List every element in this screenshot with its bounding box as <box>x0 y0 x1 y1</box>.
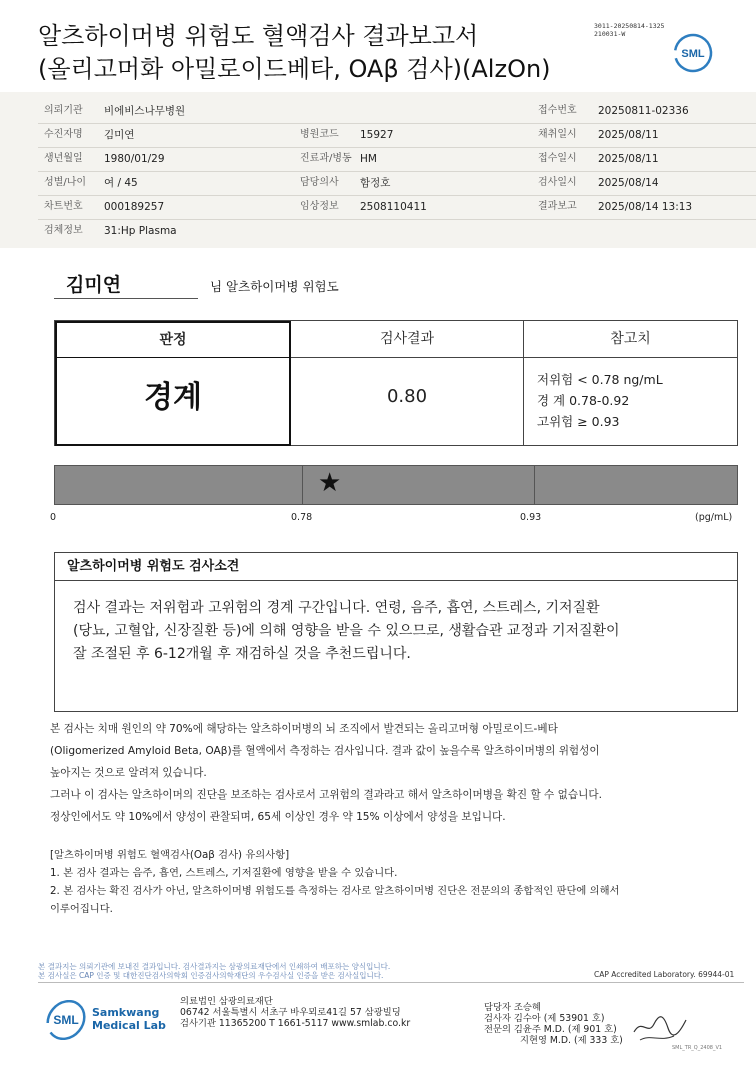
hospital-code-label: 병원코드 <box>300 129 339 140</box>
reference-border: 경 계 0.78-0.92 <box>537 393 630 408</box>
opinion-box <box>54 552 738 712</box>
result-marker-icon: ★ <box>318 468 342 498</box>
risk-scale-bar <box>54 465 738 505</box>
receipt-no-value: 20250811-02336 <box>598 105 689 117</box>
staff-line: 전문의 김윤주 M.D. (제 901 호) <box>484 1024 617 1035</box>
reference-high: 고위험 ≥ 0.93 <box>537 414 620 429</box>
receipt-no-label: 접수번호 <box>538 105 577 116</box>
company-name-line2: Medical Lab <box>92 1019 166 1032</box>
scale-divider-high <box>534 466 535 504</box>
result-table <box>54 320 738 446</box>
precaution-item-continued: 이루어집니다. <box>50 903 113 915</box>
patient-name-underline <box>54 298 198 299</box>
received-label: 접수일시 <box>538 153 577 164</box>
report-title-line2: (올리고머화 아밀로이드베타, OAβ 검사)(AlzOn) <box>38 55 551 83</box>
address-line: 검사기관 11365200 T 1661-5117 www.smlab.co.kr <box>180 1018 411 1029</box>
doctor-label: 담당의사 <box>300 177 339 188</box>
company-name <box>92 1006 166 1032</box>
clinical-label: 임상정보 <box>300 201 339 212</box>
institution-label: 의뢰기관 <box>44 105 83 116</box>
form-code: SML_TR_Q_2408_V1 <box>672 1045 723 1051</box>
info-row-1 <box>38 99 756 123</box>
tested-value: 2025/08/14 <box>598 177 659 189</box>
staff-line: 지현영 M.D. (제 333 호) <box>520 1035 623 1046</box>
precautions-title: [알츠하이머병 위험도 혈액검사(Oaβ 검사) 유의사항] <box>50 849 290 861</box>
sex-age-label: 성별/나이 <box>44 177 87 188</box>
specimen-value: 31:Hp Plasma <box>104 225 177 237</box>
dob-label: 생년월일 <box>44 153 83 164</box>
precaution-item: 2. 본 검사는 확진 검사가 아닌, 알츠하이머병 위험도를 측정하는 검사로 알츠하이머병 진단은 전문의의 종합적인 판단에 의해서 <box>50 885 620 897</box>
opinion-title: 알츠하이머병 위험도 검사소견 <box>55 553 737 581</box>
precaution-item: 1. 본 검사 결과는 음주, 흡연, 스트레스, 기저질환에 영향을 받을 수 있습니다. <box>50 867 398 879</box>
scale-tick-high: 0.93 <box>520 512 542 523</box>
test-description <box>50 718 740 828</box>
sml-footer-logo-text: SML <box>53 1013 79 1027</box>
dob-value: 1980/01/29 <box>104 153 165 165</box>
received-value: 2025/08/11 <box>598 153 659 165</box>
document-code-line1: 3011-20250814-1325 <box>594 22 665 30</box>
report-title-line1: 알츠하이머병 위험도 혈액검사 결과보고서 <box>38 22 479 50</box>
info-row-4 <box>38 171 756 195</box>
chart-no-label: 차트번호 <box>44 201 83 212</box>
info-row-5 <box>38 195 756 219</box>
result-value: 0.80 <box>386 386 428 407</box>
opinion-body <box>73 597 723 666</box>
sml-logo-icon <box>672 32 714 74</box>
sml-footer-logo-icon <box>44 1000 88 1040</box>
doctor-value: 함정호 <box>360 177 391 189</box>
judgment-header: 판정 <box>57 323 289 358</box>
description-line: 높아지는 것으로 알려져 있습니다. <box>50 767 207 779</box>
description-line: 그러나 이 검사는 알츠하이머의 진단을 보조하는 검사로서 고위험의 결과라고 해서 알츠하이머병을 확진 할 수 없습니다. <box>50 789 602 801</box>
tested-label: 검사일시 <box>538 177 577 188</box>
info-row-2 <box>38 123 756 147</box>
sml-logo-text: SML <box>681 48 705 60</box>
address-line: 06742 서울특별시 서초구 바우뫼로41길 57 삼광빌딩 <box>180 1007 401 1018</box>
scale-tick-0: 0 <box>50 512 57 523</box>
reported-value: 2025/08/14 13:13 <box>598 201 693 213</box>
info-row-6 <box>38 219 756 243</box>
reference-range <box>537 369 663 432</box>
document-code-line2: 210031-W <box>594 30 626 38</box>
judgment-cell <box>55 321 291 446</box>
address-line: 의료법인 삼광의료재단 <box>180 996 273 1007</box>
footer-disclaimer <box>38 962 390 980</box>
precautions <box>50 846 740 918</box>
staff-line: 검사자 김수아 (제 53901 호) <box>484 1013 605 1024</box>
clinical-value: 2508110411 <box>360 201 427 213</box>
sex-age-value: 여 / 45 <box>104 177 138 189</box>
document-code <box>594 22 664 38</box>
collected-label: 채취일시 <box>538 129 577 140</box>
company-name-line1: Samkwang <box>92 1006 160 1019</box>
patient-name: 김미연 <box>66 274 122 296</box>
scale-unit: (pg/mL) <box>695 512 733 523</box>
footer-divider <box>38 982 744 983</box>
examinee-label: 수진자명 <box>44 129 83 140</box>
opinion-line: 검사 결과는 저위험과 고위험의 경계 구간입니다. 연령, 음주, 흡연, 스트레스, 기저질환 <box>73 600 600 616</box>
reported-label: 결과보고 <box>538 201 577 212</box>
chart-no-value: 000189257 <box>104 201 165 213</box>
company-address <box>180 996 410 1029</box>
patient-name-suffix: 님 알츠하이머병 위험도 <box>210 279 339 294</box>
scale-tick-low: 0.78 <box>291 512 313 523</box>
judgment-value: 경계 <box>144 380 202 415</box>
collected-value: 2025/08/11 <box>598 129 659 141</box>
signature-icon <box>630 1010 690 1044</box>
report-title <box>38 20 551 86</box>
opinion-line: 잘 조절된 후 6-12개월 후 재검하실 것을 추천드립니다. <box>73 646 411 662</box>
dept-label: 진료과/병동 <box>300 153 352 164</box>
reference-low: 저위험 < 0.78 ng/mL <box>537 372 663 387</box>
hospital-code-value: 15927 <box>360 129 394 141</box>
opinion-line: (당뇨, 고혈압, 신장질환 등)에 의해 영향을 받을 수 있으므로, 생활습관 교정과 기저질환이 <box>73 623 620 639</box>
description-line: (Oligomerized Amyloid Beta, OAβ)를 혈액에서 측정하는 검사입니다. 결과 값이 높을수록 알츠하이머병의 위험성이 <box>50 745 600 757</box>
staff-signatures <box>484 1002 623 1046</box>
specimen-label: 검체정보 <box>44 225 83 236</box>
disclaimer-line: 본 검사실은 CAP 인증 및 대한진단검사의학회 인증검사의학재단의 우수검사실 인증을 받은 검사실입니다. <box>38 971 384 980</box>
institution-value: 비에비스나무병원 <box>104 105 186 117</box>
examinee-value: 김미연 <box>104 129 135 141</box>
dept-value: HM <box>360 153 377 165</box>
result-header: 검사결과 <box>379 331 435 347</box>
reference-header: 참고치 <box>610 331 651 347</box>
staff-line: 담당자 조승혜 <box>484 1002 541 1013</box>
description-line: 본 검사는 치매 원인의 약 70%에 해당하는 알츠하이머병의 뇌 조직에서 발견되는 올리고머형 아밀로이드-베타 <box>50 723 558 735</box>
info-row-3 <box>38 147 756 171</box>
scale-divider-low <box>302 466 303 504</box>
patient-info-panel <box>0 92 756 248</box>
cap-accreditation: CAP Accredited Laboratory. 69944-01 <box>594 970 735 979</box>
description-line: 정상인에서도 약 10%에서 양성이 관찰되며, 65세 이상인 경우 약 15% 이상에서 양성을 보입니다. <box>50 811 506 823</box>
disclaimer-line: 본 결과지는 의뢰기관에 보내진 결과입니다. 검사결과지는 삼광의료재단에서 인쇄하여 배포하는 양식입니다. <box>38 962 391 971</box>
